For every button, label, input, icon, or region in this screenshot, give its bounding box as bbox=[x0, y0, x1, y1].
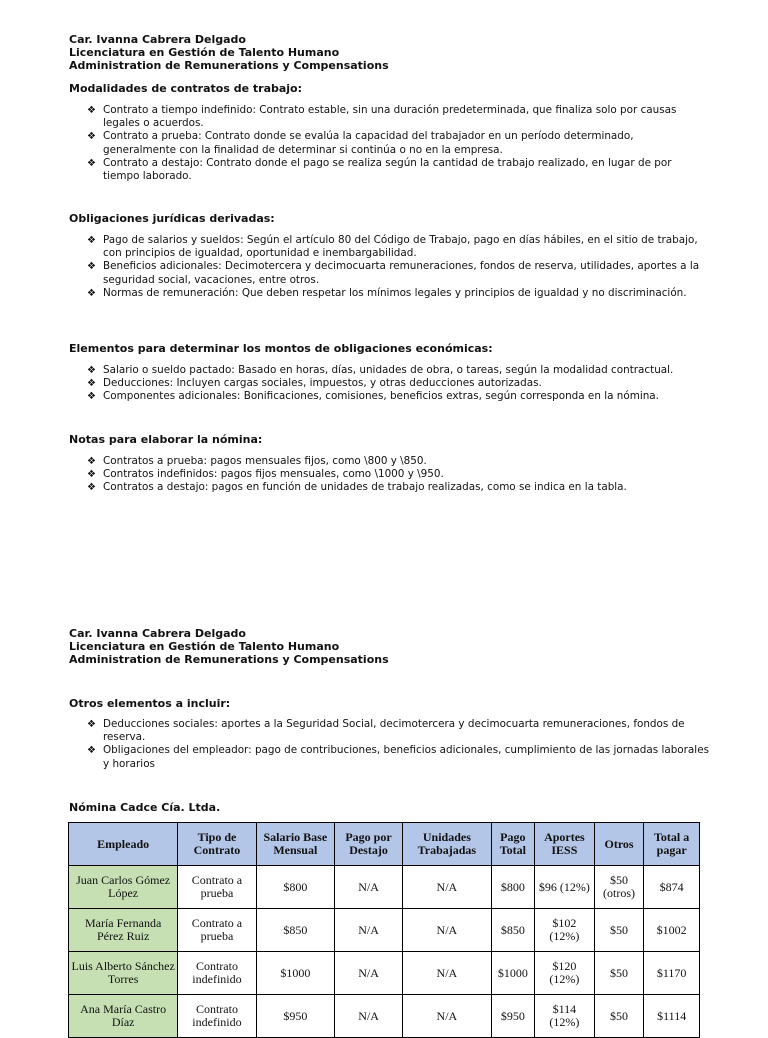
table-cell: $1002 bbox=[644, 909, 700, 952]
table-cell: N/A bbox=[335, 866, 403, 909]
table-cell: $50 bbox=[594, 995, 643, 1038]
page1-header bbox=[69, 33, 709, 72]
table-header-row bbox=[69, 823, 700, 866]
table-row bbox=[69, 909, 700, 952]
list-item: ❖ Beneficios adicionales: Decimotercera y decimocuarta remuneraciones, fondos de reserva, utilidades, aportes a la seguridad social, vacaciones, entre otros. bbox=[87, 260, 700, 286]
course-name: Administration de Remunerations y Compensations bbox=[69, 653, 389, 666]
table-cell: $850 bbox=[256, 909, 334, 952]
diamond-bullet-icon: ❖ bbox=[87, 745, 96, 757]
table-cell: $114 (12%) bbox=[535, 995, 595, 1038]
bullet-list bbox=[69, 234, 709, 300]
column-header: Pago Total bbox=[491, 823, 534, 866]
section-obligaciones bbox=[69, 212, 709, 300]
section-notas bbox=[69, 433, 709, 495]
section-otros bbox=[69, 697, 709, 771]
degree-name: Licenciatura en Gestión de Talento Humano bbox=[69, 640, 340, 653]
table-cell: N/A bbox=[335, 909, 403, 952]
list-item: ❖ Normas de remuneración: Que deben respetar los mínimos legales y principios de igualdad y no discriminación. bbox=[87, 286, 687, 299]
list-item: ❖ Contrato a prueba: Contrato donde se evalúa la capacidad del trabajador en un período determinado, generalmente con la finalidad de determinar si continúa o no en la empresa. bbox=[87, 130, 634, 156]
author-name: Car. Ivanna Cabrera Delgado bbox=[69, 33, 246, 46]
table-cell: $50 bbox=[594, 952, 643, 995]
table-cell: $120 (12%) bbox=[535, 952, 595, 995]
list-item: ❖ Contratos a prueba: pagos mensuales fijos, como \800 y \850. bbox=[87, 455, 427, 467]
table-cell: $1000 bbox=[491, 952, 534, 995]
list-item: ❖ Deducciones sociales: aportes a la Seguridad Social, decimotercera y decimocuarta remuneraciones, fondos de reserva. bbox=[87, 718, 685, 744]
section-modalidades bbox=[69, 82, 709, 183]
list-item: ❖ Contratos a destajo: pagos en función de unidades de trabajo realizadas, como se indica en la tabla. bbox=[87, 481, 627, 494]
column-header: Otros bbox=[594, 823, 643, 866]
diamond-bullet-icon: ❖ bbox=[87, 719, 96, 730]
diamond-bullet-icon: ❖ bbox=[87, 469, 96, 481]
list-item: ❖ Salario o sueldo pactado: Basado en horas, días, unidades de obra, o tareas, según la modalidad contractual. bbox=[87, 364, 674, 376]
bullet-list bbox=[69, 718, 709, 771]
diamond-bullet-icon: ❖ bbox=[87, 482, 96, 494]
table-cell: $1000 bbox=[256, 952, 334, 995]
table-row bbox=[69, 995, 700, 1038]
author-name: Car. Ivanna Cabrera Delgado bbox=[69, 627, 246, 640]
list-item: ❖ Deducciones: Incluyen cargas sociales, impuestos, y otras deducciones autorizadas. bbox=[87, 377, 542, 390]
table-cell: $950 bbox=[491, 995, 534, 1038]
diamond-bullet-icon: ❖ bbox=[87, 287, 96, 299]
table-cell: $800 bbox=[491, 866, 534, 909]
column-header: Aportes IESS bbox=[535, 823, 595, 866]
table-cell: $96 (12%) bbox=[535, 866, 595, 909]
table-cell: $50 (otros) bbox=[594, 866, 643, 909]
diamond-bullet-icon: ❖ bbox=[87, 391, 96, 403]
employee-cell: María Fernanda Pérez Ruiz bbox=[69, 909, 178, 952]
table-row bbox=[69, 866, 700, 909]
page2-header bbox=[69, 627, 709, 666]
diamond-bullet-icon: ❖ bbox=[87, 157, 96, 169]
table-title: Nómina Cadce Cía. Ltda. bbox=[69, 801, 221, 814]
table-cell: $102 (12%) bbox=[535, 909, 595, 952]
section-elementos bbox=[69, 342, 709, 404]
list-item: ❖ Pago de salarios y sueldos: Según el artículo 80 del Código de Trabajo, pago en días hábiles, en el sitio de trabajo, con principios de igualdad, oportunidad e inembargabilidad. bbox=[87, 234, 698, 260]
list-item: ❖ Contrato a destajo: Contrato donde el pago se realiza según la cantidad de trabajo realizado, en lugar de por tiempo laborado. bbox=[87, 156, 672, 183]
table-cell: N/A bbox=[335, 952, 403, 995]
diamond-bullet-icon: ❖ bbox=[87, 378, 96, 390]
column-header: Total a pagar bbox=[644, 823, 700, 866]
bullet-list bbox=[69, 455, 709, 495]
list-item: ❖ Obligaciones del empleador: pago de contribuciones, beneficios adicionales, cumplimiento de las jornadas laborales y horarios bbox=[87, 744, 709, 770]
table-cell: N/A bbox=[403, 952, 492, 995]
list-item: ❖ Contrato a tiempo indefinido: Contrato estable, sin una duración predeterminada, que finaliza solo por causas legales o acuerdos. bbox=[87, 104, 677, 130]
table-row bbox=[69, 952, 700, 995]
section-title: Otros elementos a incluir: bbox=[69, 697, 231, 710]
table-cell: Contrato indefinido bbox=[178, 952, 256, 995]
list-item: ❖ Contratos indefinidos: pagos fijos mensuales, como \1000 y \950. bbox=[87, 468, 444, 481]
diamond-bullet-icon: ❖ bbox=[87, 235, 96, 246]
table-cell: $50 bbox=[594, 909, 643, 952]
column-header: Pago por Destajo bbox=[335, 823, 403, 866]
table-cell: Contrato indefinido bbox=[178, 995, 256, 1038]
table-title-block bbox=[69, 801, 709, 814]
degree-name: Licenciatura en Gestión de Talento Humano bbox=[69, 46, 340, 59]
table-cell: $1170 bbox=[644, 952, 700, 995]
table-cell: $850 bbox=[491, 909, 534, 952]
table-cell: $950 bbox=[256, 995, 334, 1038]
table-cell: N/A bbox=[403, 909, 492, 952]
bullet-list bbox=[69, 104, 709, 183]
diamond-bullet-icon: ❖ bbox=[87, 131, 96, 143]
table-cell: $800 bbox=[256, 866, 334, 909]
table-cell: $1114 bbox=[644, 995, 700, 1038]
diamond-bullet-icon: ❖ bbox=[87, 261, 96, 273]
employee-cell: Juan Carlos Gómez López bbox=[69, 866, 178, 909]
section-title: Elementos para determinar los montos de obligaciones económicas: bbox=[69, 342, 493, 355]
table-cell: N/A bbox=[335, 995, 403, 1038]
column-header: Unidades Trabajadas bbox=[403, 823, 492, 866]
diamond-bullet-icon: ❖ bbox=[87, 365, 96, 376]
table-cell: $874 bbox=[644, 866, 700, 909]
column-header: Salario Base Mensual bbox=[256, 823, 334, 866]
course-name: Administration de Remunerations y Compensations bbox=[69, 59, 389, 72]
employee-cell: Ana María Castro Díaz bbox=[69, 995, 178, 1038]
diamond-bullet-icon: ❖ bbox=[87, 456, 96, 467]
section-title: Obligaciones jurídicas derivadas: bbox=[69, 212, 275, 225]
employee-cell: Luis Alberto Sánchez Torres bbox=[69, 952, 178, 995]
list-item: ❖ Componentes adicionales: Bonificaciones, comisiones, beneficios extras, según corresponda en la nómina. bbox=[87, 390, 659, 403]
table-cell: N/A bbox=[403, 995, 492, 1038]
column-header: Tipo de Contrato bbox=[178, 823, 256, 866]
bullet-list bbox=[69, 364, 709, 404]
table-cell: N/A bbox=[403, 866, 492, 909]
diamond-bullet-icon: ❖ bbox=[87, 105, 96, 116]
payroll-table bbox=[68, 822, 700, 1038]
column-header: Empleado bbox=[69, 823, 178, 866]
table-cell: Contrato a prueba bbox=[178, 866, 256, 909]
table-cell: Contrato a prueba bbox=[178, 909, 256, 952]
section-title: Modalidades de contratos de trabajo: bbox=[69, 82, 303, 95]
section-title: Notas para elaborar la nómina: bbox=[69, 433, 263, 446]
